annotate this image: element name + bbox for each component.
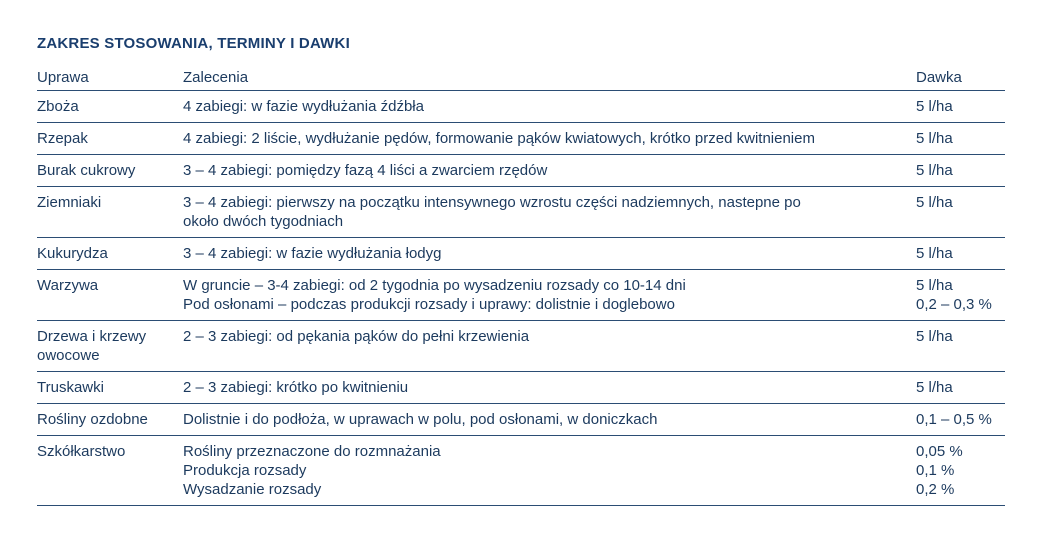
table-row — [37, 155, 1005, 187]
recommendation-line: Pod osłonami – podczas produkcji rozsady i uprawy: dolistnie i doglebowo — [183, 296, 675, 313]
recommendation-cell — [183, 378, 916, 397]
dose-cell — [916, 378, 1005, 397]
crop-cell: Truskawki — [37, 379, 104, 396]
crop-cell: Ziemniaki — [37, 194, 102, 211]
dose-line: 5 l/ha — [916, 245, 953, 262]
dose-cell — [916, 244, 1005, 263]
recommendation-line: 2 – 3 zabiegi: od pękania pąków do pełni krzewienia — [183, 328, 530, 345]
dose-cell — [916, 442, 1005, 499]
table-row — [37, 404, 1005, 436]
crop-cell: Szkółkarstwo — [37, 443, 126, 460]
recommendation-line: Dolistnie i do podłoża, w uprawach w polu, pod osłonami, w doniczkach — [183, 411, 658, 428]
recommendation-cell — [183, 161, 916, 180]
table-row — [37, 321, 1005, 372]
recommendation-line: 3 – 4 zabiegi: pomiędzy fazą 4 liści a zwarciem rzędów — [183, 162, 548, 179]
table-row — [37, 238, 1005, 270]
crop-line: Drzewa i krzewy — [37, 328, 147, 345]
dose-cell — [916, 193, 1005, 212]
recommendation-cell — [183, 327, 916, 346]
table-header — [37, 66, 1005, 91]
recommendation-cell — [183, 276, 916, 314]
header-recommendation: Zalecenia — [183, 69, 249, 86]
table-row — [37, 91, 1005, 123]
dose-line: 5 l/ha — [916, 162, 953, 179]
recommendation-cell — [183, 244, 916, 263]
table-row — [37, 270, 1005, 321]
dose-line: 5 l/ha — [916, 379, 953, 396]
crop-cell — [37, 327, 183, 365]
crop-cell: Zboża — [37, 98, 79, 115]
dose-line: 0,2 – 0,3 % — [916, 296, 992, 313]
dose-cell — [916, 276, 1005, 314]
recommendation-line: Wysadzanie rozsady — [183, 481, 322, 498]
dose-line: 5 l/ha — [916, 130, 953, 147]
crop-cell: Burak cukrowy — [37, 162, 136, 179]
dose-line: 5 l/ha — [916, 328, 953, 345]
recommendation-cell — [183, 97, 916, 116]
recommendation-cell — [183, 129, 916, 148]
recommendation-line: 2 – 3 zabiegi: krótko po kwitnieniu — [183, 379, 409, 396]
crop-cell: Rzepak — [37, 130, 88, 147]
header-crop: Uprawa — [37, 69, 89, 86]
crop-cell: Kukurydza — [37, 245, 108, 262]
dose-cell — [916, 161, 1005, 180]
recommendation-line: Produkcja rozsady — [183, 462, 307, 479]
dose-cell — [916, 97, 1005, 116]
table-row — [37, 187, 1005, 238]
recommendation-line: około dwóch tygodniach — [183, 213, 344, 230]
recommendation-line: 4 zabiegi: 2 liście, wydłużanie pędów, formowanie pąków kwiatowych, krótko przed kwitnieniem — [183, 130, 815, 147]
dose-line: 5 l/ha — [916, 98, 953, 115]
dose-line: 5 l/ha — [916, 194, 953, 211]
dose-cell — [916, 129, 1005, 148]
dosage-section — [37, 36, 1005, 506]
recommendation-line: W gruncie – 3-4 zabiegi: od 2 tygodnia po wysadzeniu rozsady co 10-14 dni — [183, 277, 686, 294]
recommendation-cell — [183, 193, 916, 231]
crop-cell: Rośliny ozdobne — [37, 411, 148, 428]
dose-cell — [916, 327, 1005, 346]
recommendation-line: 4 zabiegi: w fazie wydłużania źdźbła — [183, 98, 424, 115]
header-dose: Dawka — [916, 69, 962, 86]
recommendation-line: Rośliny przeznaczone do rozmnażania — [183, 443, 441, 460]
crop-line: owocowe — [37, 347, 100, 364]
dose-line: 0,1 – 0,5 % — [916, 411, 992, 428]
dose-cell — [916, 410, 1005, 429]
dose-line: 0,2 % — [916, 481, 955, 498]
dose-line: 0,05 % — [916, 443, 963, 460]
dosage-table — [37, 66, 1005, 506]
table-row — [37, 436, 1005, 506]
table-row — [37, 372, 1005, 404]
recommendation-line: 3 – 4 zabiegi: pierwszy na początku intensywnego wzrostu części nadziemnych, nastepne po — [183, 194, 801, 211]
recommendation-line: 3 – 4 zabiegi: w fazie wydłużania łodyg — [183, 245, 442, 262]
table-row — [37, 123, 1005, 155]
dose-line: 5 l/ha — [916, 277, 953, 294]
dose-line: 0,1 % — [916, 462, 955, 479]
crop-cell: Warzywa — [37, 277, 99, 294]
recommendation-cell — [183, 442, 916, 499]
recommendation-cell — [183, 410, 916, 429]
section-title: ZAKRES STOSOWANIA, TERMINY I DAWKI — [37, 35, 350, 52]
